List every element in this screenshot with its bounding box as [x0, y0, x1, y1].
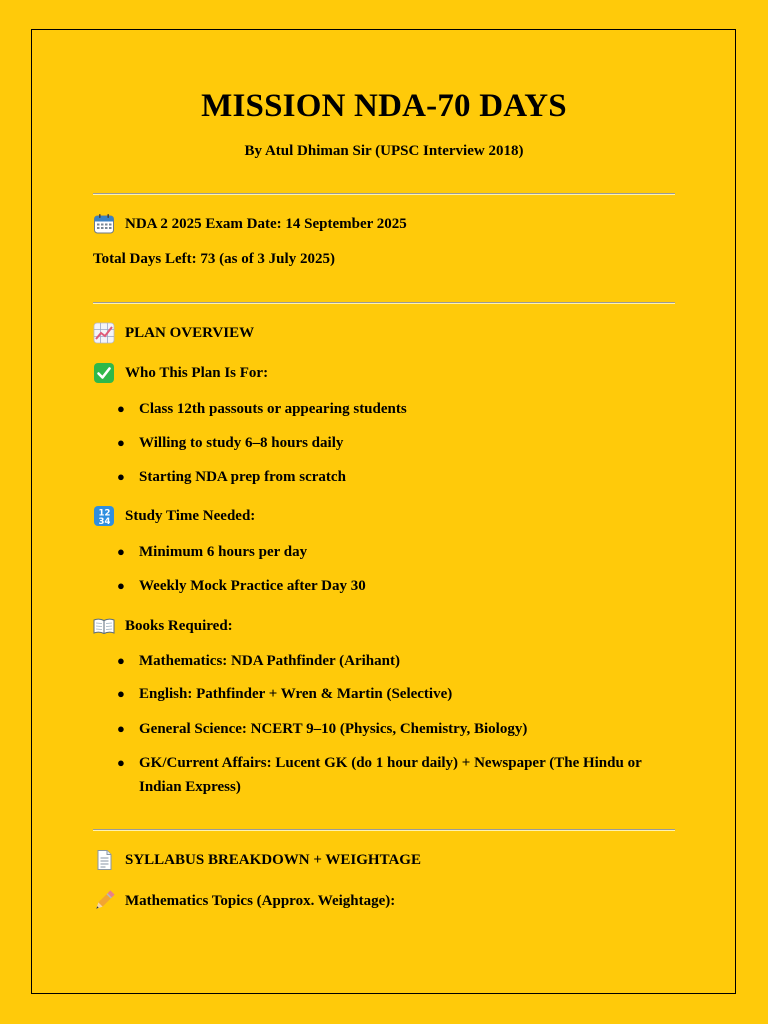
- study-time-text: Study Time Needed:: [125, 507, 256, 524]
- svg-text:2: 2: [104, 508, 111, 519]
- svg-text:1: 1: [98, 508, 105, 519]
- syllabus-text: SYLLABUS BREAKDOWN + WEIGHTAGE: [125, 851, 421, 868]
- plan-overview-heading: [93, 322, 254, 344]
- list-item: ● GK/Current Affairs: Lucent GK (do 1 hour daily) + Newspaper (The Hindu or Indian Express): [117, 755, 642, 795]
- books-heading: [93, 615, 233, 637]
- list-item: ● English: Pathfinder + Wren & Martin (Selective): [117, 686, 453, 702]
- document-icon: [93, 849, 115, 871]
- page-subtitle: By Atul Dhiman Sir (UPSC Interview 2018): [244, 143, 524, 159]
- check-mark-icon: [93, 362, 115, 384]
- who-plan-text: Who This Plan Is For:: [125, 364, 269, 381]
- plan-overview-text: PLAN OVERVIEW: [125, 324, 255, 341]
- days-left-text: Total Days Left: 73 (as of 3 July 2025): [93, 251, 335, 267]
- divider: [93, 829, 675, 831]
- numbers-icon: [93, 505, 115, 527]
- maths-topics-text: Mathematics Topics (Approx. Weightage):: [125, 892, 396, 909]
- list-item: ● Mathematics: NDA Pathfinder (Arihant): [117, 653, 400, 669]
- divider: [93, 193, 675, 195]
- list-item: ● Minimum 6 hours per day: [117, 544, 308, 560]
- maths-topics-heading: [93, 890, 395, 912]
- list-item: ● General Science: NCERT 9–10 (Physics, Chemistry, Biology): [117, 721, 528, 737]
- list-item: ● Class 12th passouts or appearing students: [117, 401, 407, 417]
- divider: [93, 302, 675, 304]
- svg-text:4: 4: [104, 517, 111, 527]
- exam-date-line: [93, 213, 407, 235]
- who-plan-heading: [93, 362, 268, 384]
- list-item: ● Willing to study 6–8 hours daily: [117, 435, 344, 451]
- open-book-icon: [93, 615, 115, 637]
- books-text: Books Required:: [125, 617, 233, 634]
- list-item: ● Starting NDA prep from scratch: [117, 469, 346, 485]
- chart-grid-icon: [93, 322, 115, 344]
- study-time-heading: [93, 505, 255, 527]
- page-title: MISSION NDA-70 DAYS: [201, 88, 567, 124]
- svg-text:3: 3: [98, 517, 105, 527]
- calendar-icon: [93, 213, 115, 235]
- list-item: ● Weekly Mock Practice after Day 30: [117, 578, 366, 594]
- pencil-icon: [93, 890, 115, 912]
- exam-date-text: NDA 2 2025 Exam Date: 14 September 2025: [125, 215, 407, 232]
- syllabus-heading: [93, 849, 421, 871]
